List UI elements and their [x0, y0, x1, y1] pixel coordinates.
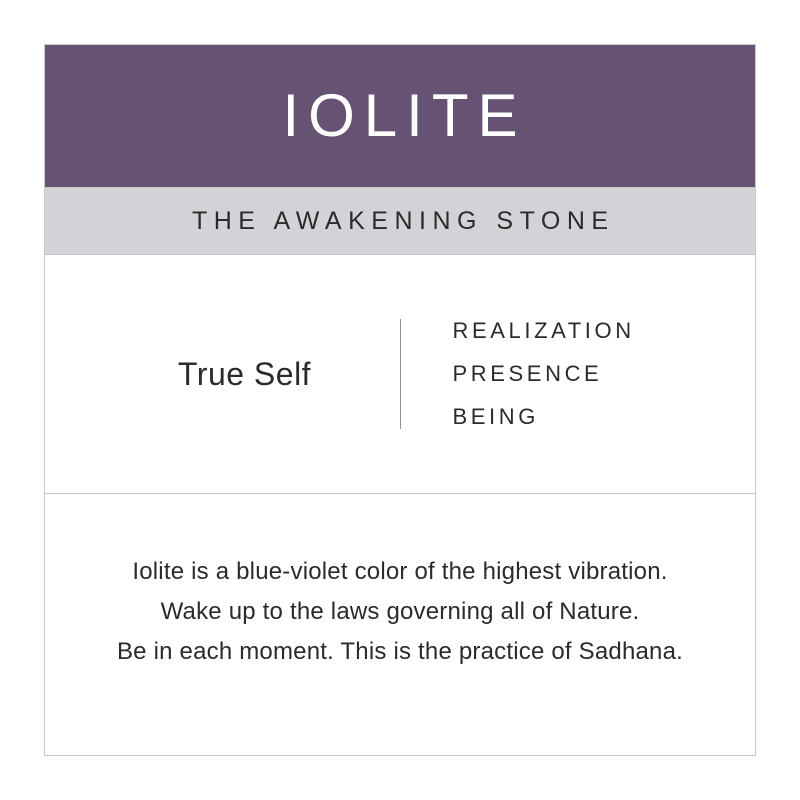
stone-info-card: [44, 44, 756, 756]
attribute-list: [401, 318, 701, 430]
description-line: Iolite is a blue-violet color of the highest vibration.: [132, 558, 668, 585]
card-header: [45, 45, 755, 187]
card-subtitle-band: [45, 187, 755, 255]
primary-keyword: True Self: [177, 355, 312, 392]
description-line: Wake up to the laws governing all of Nature.: [160, 598, 640, 625]
attribute-item: PRESENCE: [452, 361, 603, 386]
stone-subtitle: THE AWAKENING STONE: [191, 206, 615, 235]
keywords-layout: [100, 318, 701, 430]
stone-name-title: IOLITE: [282, 82, 527, 149]
description-line: Be in each moment. This is the practice of Sadhana.: [116, 638, 684, 665]
description-text: [117, 552, 683, 672]
attribute-item: REALIZATION: [452, 318, 635, 343]
description-section: [45, 494, 755, 755]
keywords-section: [45, 255, 755, 494]
attribute-item: BEING: [452, 404, 539, 429]
